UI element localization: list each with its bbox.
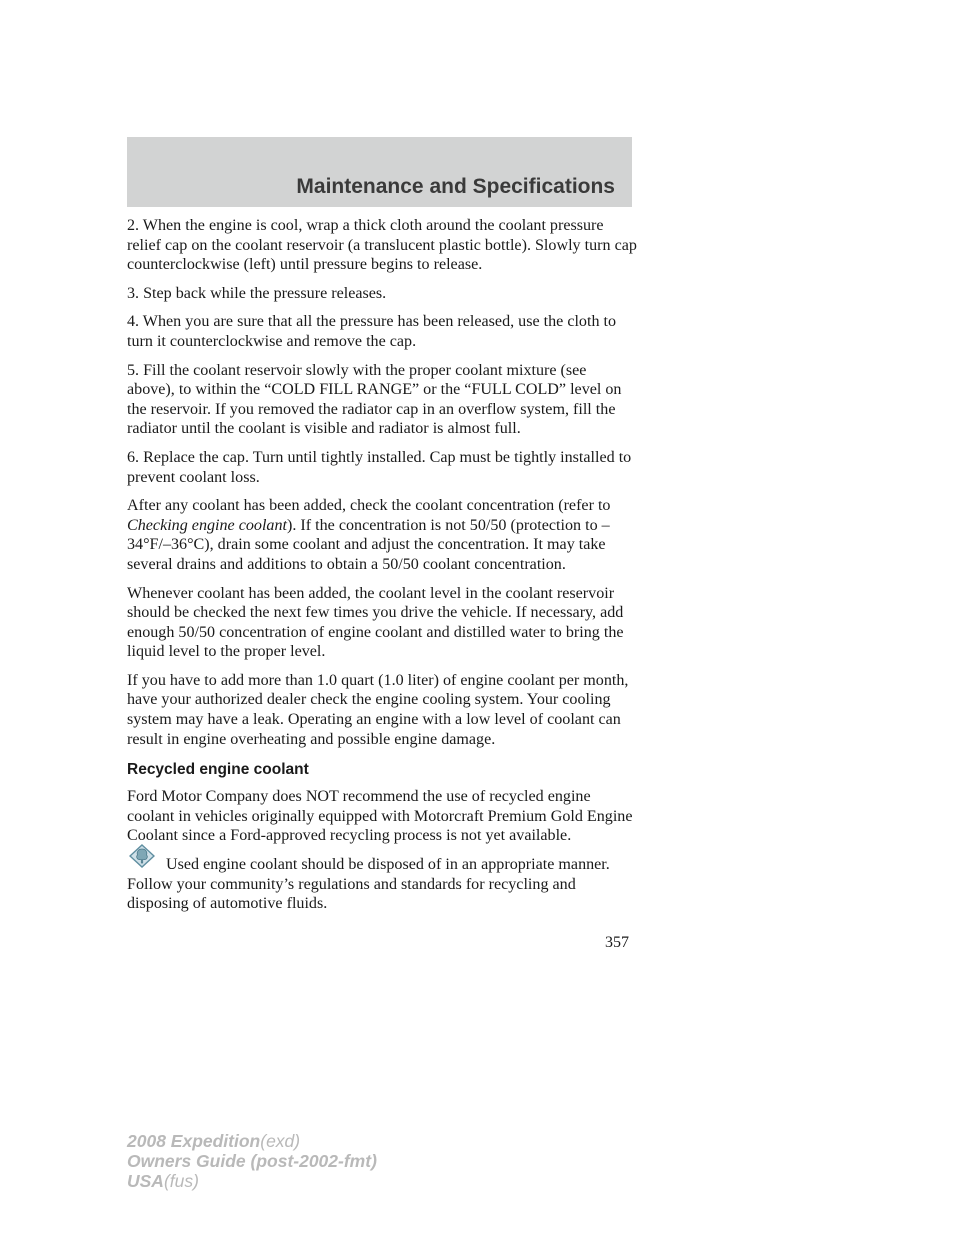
page-header-band xyxy=(127,137,632,207)
tree-in-diamond-icon xyxy=(129,844,155,868)
step-3-paragraph: 3. Step back while the pressure releases. xyxy=(127,284,387,302)
step-2-paragraph: 2. When the engine is cool, wrap a thick cloth around the coolant pressure relief cap on the coolant reservoir (a translucent plastic bottle). Slowly turn cap counterclockwise (left) until pressure begins to release. xyxy=(127,217,637,274)
step-6-paragraph: 6. Replace the cap. Turn until tightly installed. Cap must be tightly installed to prevent coolant loss. xyxy=(127,448,632,486)
page-content xyxy=(127,216,637,914)
checking-engine-coolant-reference: Checking engine coolant xyxy=(127,516,287,534)
recycled-coolant-paragraph: Ford Motor Company does NOT recommend the use of recycled engine coolant in vehicles originally equipped with Motorcraft Premium Gold Engine Coolant since a Ford-approved recycling process is not yet available. xyxy=(127,788,633,845)
footer-model-code: (exd) xyxy=(260,1131,301,1151)
section-title: Maintenance and Specifications xyxy=(296,175,615,198)
concentration-text-end: ). If the concentration is not 50/50 (protection to –34°F/–36°C), drain some coolant and adjust the concentration. It may take several drains and additions to obtain a 50/50 coolant concentration. xyxy=(127,516,610,573)
footer-market: USA xyxy=(127,1171,164,1191)
environment-text: Used engine coolant should be disposed of in an appropriate manner. Follow your community’s regulations and standards for recycling and disposing of automotive fluids. xyxy=(127,856,610,913)
leak-warning-paragraph: If you have to add more than 1.0 quart (1.0 liter) of engine coolant per month, have your authorized dealer check the engine cooling system. Your cooling system may have a leak. Operating an engine with a low level of coolant can result in engine overheating and possible engine damage. xyxy=(127,671,629,748)
footer-line-3 xyxy=(127,1171,377,1191)
environment-paragraph xyxy=(127,855,637,914)
recycled-coolant-heading: Recycled engine coolant xyxy=(127,761,309,779)
concentration-paragraph xyxy=(127,496,637,574)
coolant-check-paragraph: Whenever coolant has been added, the coolant level in the coolant reservoir should be checked the next few times you drive the vehicle. If necessary, add enough 50/50 concentration of engine coolant and distilled water to bring the liquid level to the proper level. xyxy=(127,584,624,661)
footer-line-1 xyxy=(127,1131,377,1151)
document-footer xyxy=(127,1131,377,1191)
footer-line-2: Owners Guide (post-2002-fmt) xyxy=(127,1151,377,1171)
concentration-text-start: After any coolant has been added, check the coolant concentration (refer to xyxy=(127,497,611,515)
footer-model: 2008 Expedition xyxy=(127,1131,261,1151)
page-number: 357 xyxy=(605,934,629,951)
footer-market-code: (fus) xyxy=(163,1171,199,1191)
step-5-paragraph: 5. Fill the coolant reservoir slowly with the proper coolant mixture (see above), to within the “COLD FILL RANGE” or the “FULL COLD” level on the reservoir. If you removed the radiator cap in an overflow system, fill the radiator until the coolant is visible and radiator is almost full. xyxy=(127,361,622,438)
step-4-paragraph: 4. When you are sure that all the pressure has been released, use the cloth to turn it counterclockwise and remove the cap. xyxy=(127,313,617,350)
